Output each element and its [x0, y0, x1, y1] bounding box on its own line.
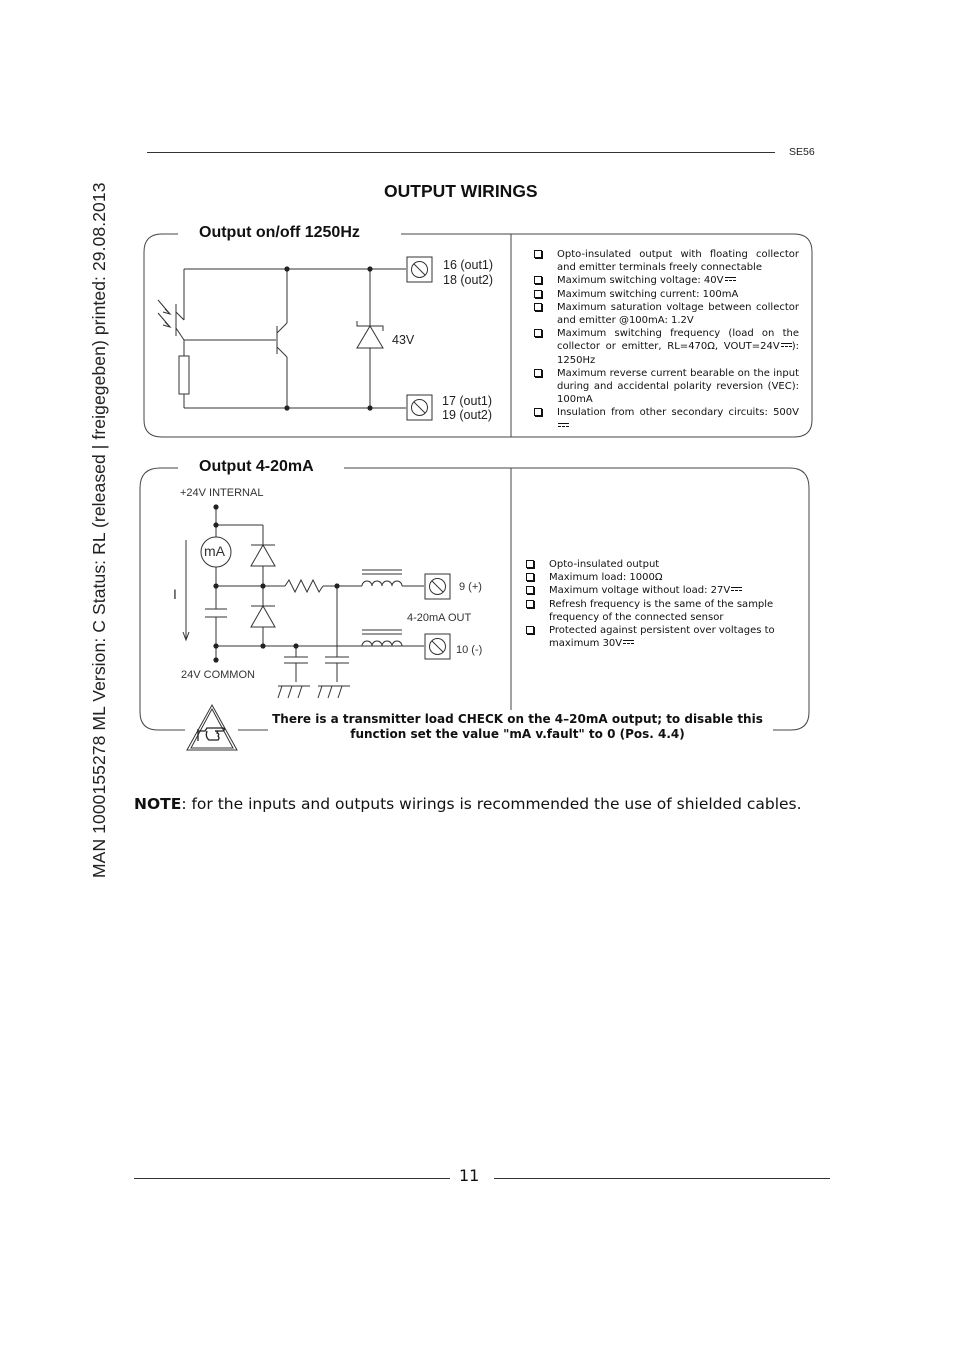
terminal-17-label: 17 (out1) — [442, 394, 493, 408]
spec-item: Opto-insulated output with floating collector and emitter terminals freely connectable — [531, 248, 799, 274]
spec-item: Protected against persistent over voltages to maximum 30V — [523, 624, 783, 650]
hand-pointing-icon — [185, 703, 239, 753]
terminal-16-label: 16 (out1) — [443, 258, 494, 272]
terminal-10-label: 10 (-) — [456, 644, 483, 656]
current-label: I — [173, 586, 177, 602]
out-label: 4-20mA OUT — [407, 612, 472, 624]
footer-rule-right — [494, 1178, 830, 1179]
terminal-18-label: 18 (out2) — [443, 273, 494, 287]
page-title: OUTPUT WIRINGS — [384, 181, 538, 201]
spec-item: Maximum reverse current bearable on the input during and accidental polarity reversion (VEC): 100mA — [531, 367, 799, 407]
note-label: NOTE — [134, 795, 182, 813]
spec-item: Insulation from other secondary circuits: 500V — [531, 406, 799, 432]
section-ma-title: Output 4-20mA — [199, 458, 314, 475]
note-paragraph — [134, 795, 802, 813]
spec-item: Refresh frequency is the same of the sample frequency of the connected sensor — [523, 598, 783, 624]
section-onoff-title: Output on/off 1250Hz — [199, 224, 360, 241]
supply-label: +24V INTERNAL — [180, 487, 264, 499]
common-label: 24V COMMON — [181, 669, 255, 681]
footer-rule-left — [134, 1178, 450, 1179]
meter-label: mA — [204, 543, 225, 559]
spec-item: Maximum voltage without load: 27V — [523, 584, 783, 597]
terminal-19-label: 19 (out2) — [442, 408, 493, 422]
spec-item: Maximum switching frequency (load on the collector or emitter, RL=470Ω, VOUT=24V ): 1250Hz — [531, 327, 799, 367]
terminal-9-label: 9 (+) — [459, 581, 482, 593]
note-text: : for the inputs and outputs wirings is recommended the use of shielded cables. — [181, 795, 802, 813]
spec-item: Opto-insulated output — [523, 558, 783, 571]
document-code: SE56 — [789, 146, 815, 158]
warning-text-line-2: function set the value "mA v.fault" to 0 (Pos. 4.4) — [350, 727, 685, 741]
spec-item: Maximum switching voltage: 40V — [531, 274, 799, 287]
dc-symbol-icon — [623, 640, 634, 645]
spec-item: Maximum switching current: 100mA — [531, 288, 799, 301]
page-number: 11 — [459, 1166, 480, 1185]
zener-voltage-label: 43V — [392, 333, 415, 347]
document-status-sidebar: MAN 1000155278 ML Version: C Status: RL (released | freigegeben) printed: 29.08.2013 — [89, 182, 109, 878]
ma-spec-list — [523, 558, 783, 650]
spec-item: Maximum load: 1000Ω — [523, 571, 783, 584]
dc-symbol-icon — [731, 587, 742, 592]
warning-text-line-1: There is a transmitter load CHECK on the 4–20mA output; to disable this — [272, 712, 763, 726]
spec-item: Maximum saturation voltage between collector and emitter @100mA: 1.2V — [531, 301, 799, 327]
